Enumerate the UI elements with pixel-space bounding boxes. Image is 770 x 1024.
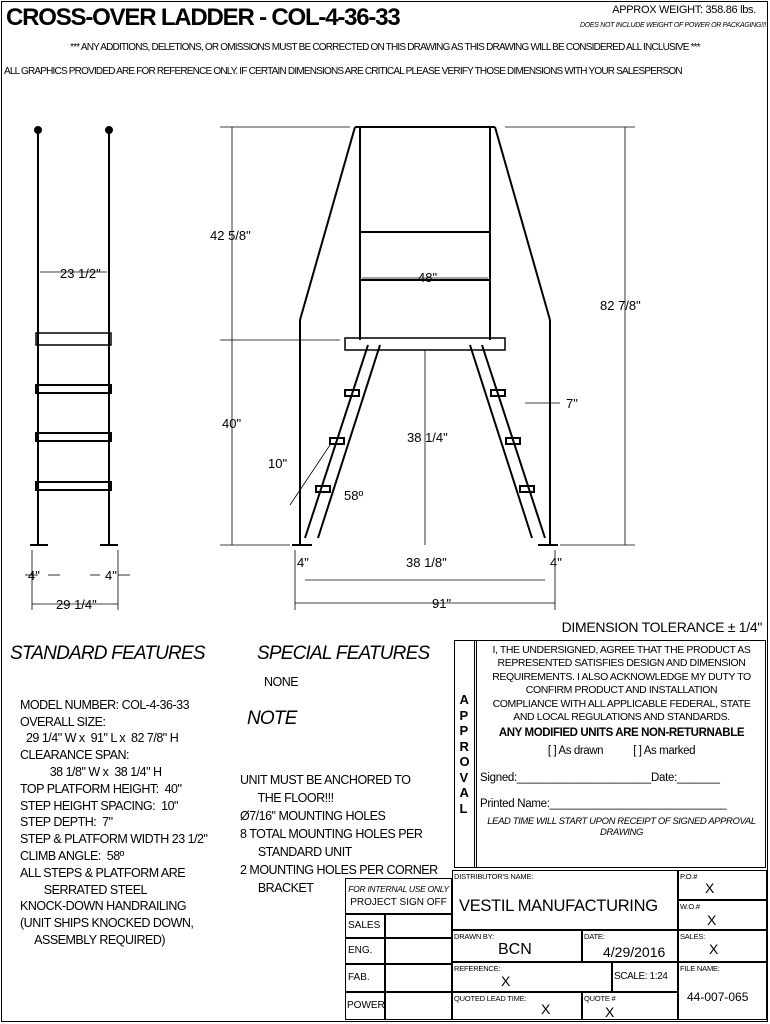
wo-value: X — [707, 912, 717, 928]
lead-time-label: QUOTED LEAD TIME: — [454, 994, 527, 1003]
dim-side-width: 23 1/2" — [60, 266, 101, 281]
reference-value: X — [501, 973, 511, 989]
distributor-cell — [452, 870, 678, 930]
sales-label: SALES: — [680, 932, 706, 941]
signoff-eng-field[interactable] — [385, 938, 452, 964]
approval-letter: L — [459, 800, 468, 816]
drawn-by-label: DRAWN BY: — [454, 932, 495, 941]
approval-letter: A — [459, 785, 469, 800]
lead-time-cell — [452, 992, 582, 1020]
standard-features-heading: STANDARD FEATURES — [10, 643, 205, 664]
dim-step-depth: 7" — [566, 396, 578, 411]
approval-side-label — [455, 641, 477, 867]
po-value: X — [705, 880, 715, 896]
approval-vertical-label — [459, 692, 469, 816]
reference-label: REFERENCE: — [454, 964, 501, 973]
sales-value: X — [709, 941, 719, 957]
signoff-sales: SALES — [345, 914, 385, 938]
approval-text: COMPLIANCE WITH ALL APPLICABLE FEDERAL, STATE — [492, 697, 751, 710]
note-line: UNIT MUST BE ANCHORED TO — [240, 773, 411, 787]
signoff-power-field[interactable] — [385, 992, 452, 1020]
dim-overall-length: 91" — [432, 596, 452, 611]
dim-rail-height: 42 5/8" — [210, 228, 251, 243]
distributor-label: DISTRIBUTOR'S NAME: — [454, 872, 534, 881]
signoff-fab-field[interactable] — [385, 964, 452, 992]
printed-name-line[interactable]: Printed Name:_____________________________ — [480, 797, 727, 810]
po-label: P.O.# — [680, 872, 698, 881]
dim-platform-height: 40" — [222, 416, 242, 431]
date-cell — [582, 930, 678, 962]
as-drawn-checkbox[interactable]: [ ] As drawn — [547, 744, 604, 757]
feature-line: TOP PLATFORM HEIGHT: 40" — [20, 781, 182, 796]
ladder-drawings — [0, 110, 770, 620]
file-name-value: 44-007-065 — [687, 990, 749, 1004]
approval-text: CONFIRM PRODUCT AND INSTALLATION — [525, 684, 718, 697]
file-name-label: FILE NAME: — [680, 964, 720, 973]
distributor-name: VESTIL MANUFACTURING — [459, 897, 658, 915]
note-line: 8 TOTAL MOUNTING HOLES PER — [240, 827, 423, 841]
signoff-subtitle: PROJECT SIGN OFF — [350, 897, 447, 908]
dim-step-spacing: 10" — [268, 456, 288, 471]
signoff-power: POWER — [345, 992, 385, 1020]
approval-text: I, THE UNDERSIGNED, AGREE THAT THE PRODUCT AS — [492, 644, 751, 656]
approval-text: REQUIREMENTS. I ALSO ACKNOWLEDGE MY DUTY TO — [492, 670, 751, 683]
standard-features-list — [20, 680, 207, 966]
note-line: BRACKET — [240, 881, 314, 895]
weight-note: DOES NOT INCLUDE WEIGHT OF POWER OR PACKAGING!!! — [579, 22, 766, 29]
note-line: STANDARD UNIT — [240, 845, 352, 859]
feature-line: ASSEMBLY REQUIRED) — [20, 932, 166, 947]
feature-line: 29 1/4" W x 91" L x 82 7/8" H — [20, 731, 179, 746]
approx-weight: APPROX WEIGHT: 358.86 lbs. — [612, 4, 756, 16]
approval-text: AND LOCAL REGULATIONS AND STANDARDS. — [513, 711, 730, 724]
dim-foot-right: 4" — [550, 555, 562, 570]
dim-platform-width: 48" — [418, 270, 438, 285]
quote-value: X — [605, 1004, 615, 1020]
feature-line: MODEL NUMBER: COL-4-36-33 — [20, 697, 190, 712]
approval-letter: O — [459, 754, 470, 769]
feature-line: CLEARANCE SPAN: — [20, 748, 129, 763]
scale-cell — [612, 962, 678, 992]
non-returnable-warning: ANY MODIFIED UNITS ARE NON-RETURNABLE — [498, 727, 745, 740]
special-features-heading: SPECIAL FEATURES — [257, 643, 430, 664]
feature-line: ALL STEPS & PLATFORM ARE — [20, 865, 186, 880]
feature-line: STEP & PLATFORM WIDTH 23 1/2" — [20, 832, 208, 847]
feature-line: STEP HEIGHT SPACING: 10" — [20, 798, 178, 813]
lead-time-value: X — [541, 1001, 551, 1017]
note-heading: NOTE — [247, 708, 297, 729]
reference-notice: ALL GRAPHICS PROVIDED ARE FOR REFERENCE ONLY. IF CERTAIN DIMENSIONS ARE CRITICAL PLEASE VERIFY THOSE DIMENSIONS WITH YOUR SALESPERSON — [4, 66, 682, 77]
dim-side-foot-right: 4" — [105, 568, 117, 583]
note-line: THE FLOOR!!! — [240, 791, 334, 805]
dimension-tolerance: DIMENSION TOLERANCE ± 1/4" — [561, 619, 762, 635]
approval-letter: P — [459, 723, 469, 738]
approval-letter: P — [459, 707, 469, 723]
dim-side-base: 29 1/4" — [56, 597, 97, 612]
feature-line: KNOCK-DOWN HANDRAILING — [20, 899, 187, 914]
signoff-sales-field[interactable] — [385, 914, 452, 938]
approval-letter: R — [459, 738, 469, 754]
drawn-by-value: BCN — [498, 941, 532, 958]
approval-box — [454, 640, 766, 868]
signoff-header — [345, 878, 452, 914]
quote-label: QUOTE # — [584, 994, 616, 1003]
approval-letter: V — [459, 769, 469, 785]
dim-clearance-span: 38 1/8" — [406, 555, 447, 570]
feature-line: CLIMB ANGLE: 58º — [20, 848, 124, 863]
lead-time-note: LEAD TIME WILL START UPON RECEIPT OF SIGNED APPROVAL DRAWING — [487, 816, 756, 839]
drawing-title: CROSS-OVER LADDER - COL-4-36-33 — [6, 4, 400, 31]
side-view — [30, 127, 118, 545]
note-line: Ø7/16" MOUNTING HOLES — [240, 809, 386, 823]
dim-angle: 58º — [344, 488, 364, 503]
signoff-eng: ENG. — [345, 938, 385, 964]
signoff-title: FOR INTERNAL USE ONLY — [348, 884, 449, 894]
feature-line: (UNIT SHIPS KNOCKED DOWN, — [20, 916, 194, 931]
special-features-value: NONE — [264, 675, 299, 689]
feature-line: STEP DEPTH: 7" — [20, 815, 113, 830]
file-name-cell — [678, 962, 767, 1020]
approval-letter: A — [459, 692, 469, 707]
wo-cell — [678, 900, 767, 930]
feature-line: SERRATED STEEL — [20, 882, 147, 897]
dim-foot-left: 4" — [297, 555, 309, 570]
signoff-fab: FAB. — [345, 964, 385, 992]
signature-line[interactable]: Signed:______________________Date:_______ — [480, 772, 720, 785]
po-cell — [678, 870, 767, 900]
feature-line: OVERALL SIZE: — [20, 714, 106, 729]
drawn-by-cell — [452, 930, 582, 962]
scale-value: SCALE: 1:24 — [614, 971, 668, 982]
as-marked-checkbox[interactable]: [ ] As marked — [633, 744, 696, 757]
note-line: 2 MOUNTING HOLES PER CORNER — [240, 863, 438, 877]
wo-label: W.O.# — [680, 902, 700, 911]
dim-side-foot-left: 4" — [28, 568, 40, 583]
reference-cell — [452, 962, 612, 992]
feature-line: 38 1/8" W x 38 1/4" H — [20, 764, 162, 779]
dim-overall-height: 82 7/8" — [600, 298, 641, 313]
quote-cell — [582, 992, 678, 1020]
sales-cell — [678, 930, 767, 962]
date-value: 4/29/2016 — [603, 944, 666, 960]
dim-clearance-height: 38 1/4" — [407, 430, 448, 445]
inclusive-notice: *** ANY ADDITIONS, DELETIONS, OR OMISSIONS MUST BE CORRECTED ON THIS DRAWING AS THIS DRAWING WILL BE CONSIDERED ALL INCLUSIVE *** — [70, 42, 700, 53]
approval-text: REPRESENTED SATISFIES DESIGN AND DIMENSION — [497, 657, 746, 670]
date-label: DATE: — [584, 932, 605, 941]
